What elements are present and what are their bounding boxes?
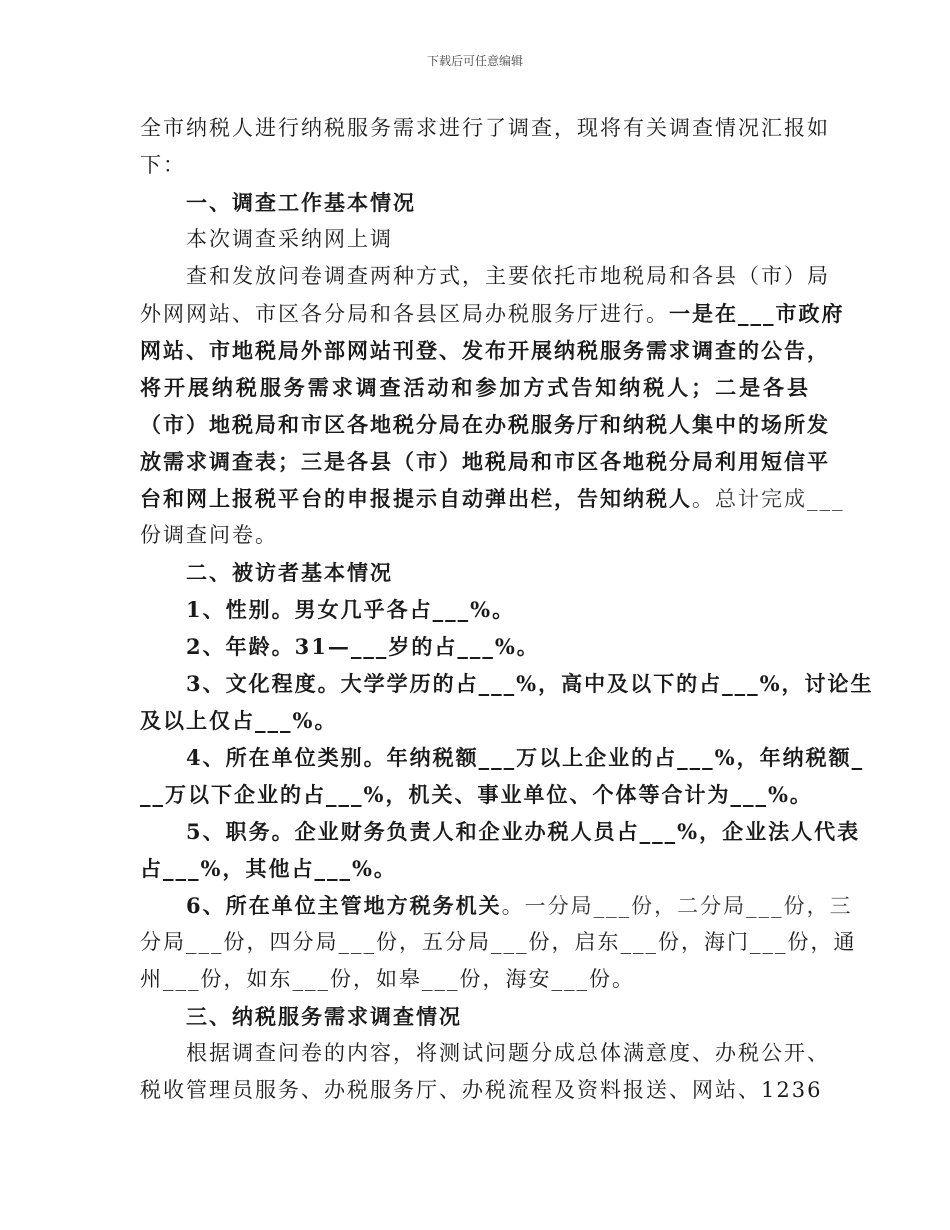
text-line bbox=[140, 110, 830, 147]
text-segment: 网站、市地税局外部网站刊登、发布开展纳税服务需求调查的公告， bbox=[140, 338, 830, 363]
text-segment: 下： bbox=[140, 153, 186, 177]
text-line bbox=[140, 443, 830, 480]
text-line bbox=[140, 554, 810, 591]
text-segment: 放需求调查表；三是各县（市）地税局和市区各地税分局利用短信平 bbox=[140, 449, 830, 474]
text-segment: 二、被访者基本情况 bbox=[186, 560, 393, 585]
text-segment: 一是在___市政府 bbox=[669, 301, 845, 326]
text-line bbox=[140, 258, 830, 295]
text-line bbox=[140, 628, 810, 665]
text-line bbox=[140, 517, 810, 554]
text-segment: 。总计完成___ bbox=[692, 487, 845, 511]
text-line bbox=[140, 1072, 823, 1109]
text-line bbox=[140, 665, 874, 702]
text-segment: 州___份，如东___份，如皋___份，海安___份。 bbox=[140, 967, 635, 991]
text-segment: 一、调查工作基本情况 bbox=[186, 190, 416, 215]
text-segment: 税收管理员服务、办税服务厅、办税流程及资料报送、网站、1236 bbox=[140, 1078, 823, 1102]
page-header: 下载后可任意编辑 bbox=[426, 54, 523, 68]
text-segment: 本次调查采纳网上调 bbox=[186, 227, 393, 251]
text-segment: 查和发放问卷调查两种方式，主要依托市地税局和各县（市）局 bbox=[186, 264, 830, 288]
text-segment: 2、年龄。31—___岁的占___%。 bbox=[186, 634, 540, 659]
text-segment: 外网网站、市区各分局和各县区局办税服务厅进行。 bbox=[140, 302, 669, 326]
text-line bbox=[140, 924, 857, 961]
text-line bbox=[140, 813, 861, 850]
text-segment: 4、所在单位类别。年纳税额___万以上企业的占___%，年纳税额_ bbox=[186, 745, 865, 770]
text-segment: 将开展纳税服务需求调查活动和参加方式告知纳税人；二是各县 bbox=[140, 375, 810, 400]
text-line bbox=[140, 184, 810, 221]
text-line bbox=[140, 1035, 830, 1072]
text-line bbox=[140, 591, 810, 628]
text-segment: 及以上仅占___%。 bbox=[140, 708, 338, 733]
text-segment: 5、职务。企业财务负责人和企业办税人员占___%，企业法人代表 bbox=[186, 819, 861, 844]
text-line bbox=[140, 887, 853, 924]
text-line bbox=[140, 702, 810, 739]
text-segment: 根据调查问卷的内容，将测试问题分成总体满意度、办税公开、 bbox=[186, 1041, 830, 1065]
text-line bbox=[140, 480, 845, 517]
text-line bbox=[140, 406, 830, 443]
document-body bbox=[140, 110, 874, 1109]
text-line bbox=[140, 221, 810, 258]
text-segment: 。一分局___份，二分局___份，三 bbox=[501, 894, 853, 918]
text-line bbox=[140, 998, 810, 1035]
text-segment: 3、文化程度。大学学历的占___%，高中及以下的占___%，讨论生 bbox=[186, 671, 874, 696]
text-segment: 三、纳税服务需求调查情况 bbox=[186, 1004, 462, 1029]
text-segment: （市）地税局和市区各地税分局在办税服务厅和纳税人集中的场所发 bbox=[140, 412, 830, 437]
text-segment: 占___%，其他占___%。 bbox=[140, 856, 397, 881]
text-segment: 1、性别。男女几乎各占___%。 bbox=[186, 597, 516, 622]
text-line bbox=[140, 961, 810, 998]
text-line bbox=[140, 369, 810, 406]
text-segment: 全市纳税人进行纳税服务需求进行了调查，现将有关调查情况汇报如 bbox=[140, 116, 830, 140]
text-segment: 台和网上报税平台的申报提示自动弹出栏，告知纳税人 bbox=[140, 486, 692, 511]
text-line bbox=[140, 147, 810, 184]
text-line bbox=[140, 295, 845, 332]
text-line bbox=[140, 332, 830, 369]
text-line bbox=[140, 850, 810, 887]
text-segment: 6、所在单位主管地方税务机关 bbox=[186, 893, 502, 918]
text-line bbox=[140, 776, 813, 813]
text-segment: 分局___份，四分局___份，五分局___份，启东___份，海门___份，通 bbox=[140, 930, 857, 954]
text-line bbox=[140, 739, 865, 776]
text-segment: __万以下企业的占___%，机关、事业单位、个体等合计为___%。 bbox=[140, 782, 813, 807]
text-segment: 份调查问卷。 bbox=[140, 523, 278, 547]
